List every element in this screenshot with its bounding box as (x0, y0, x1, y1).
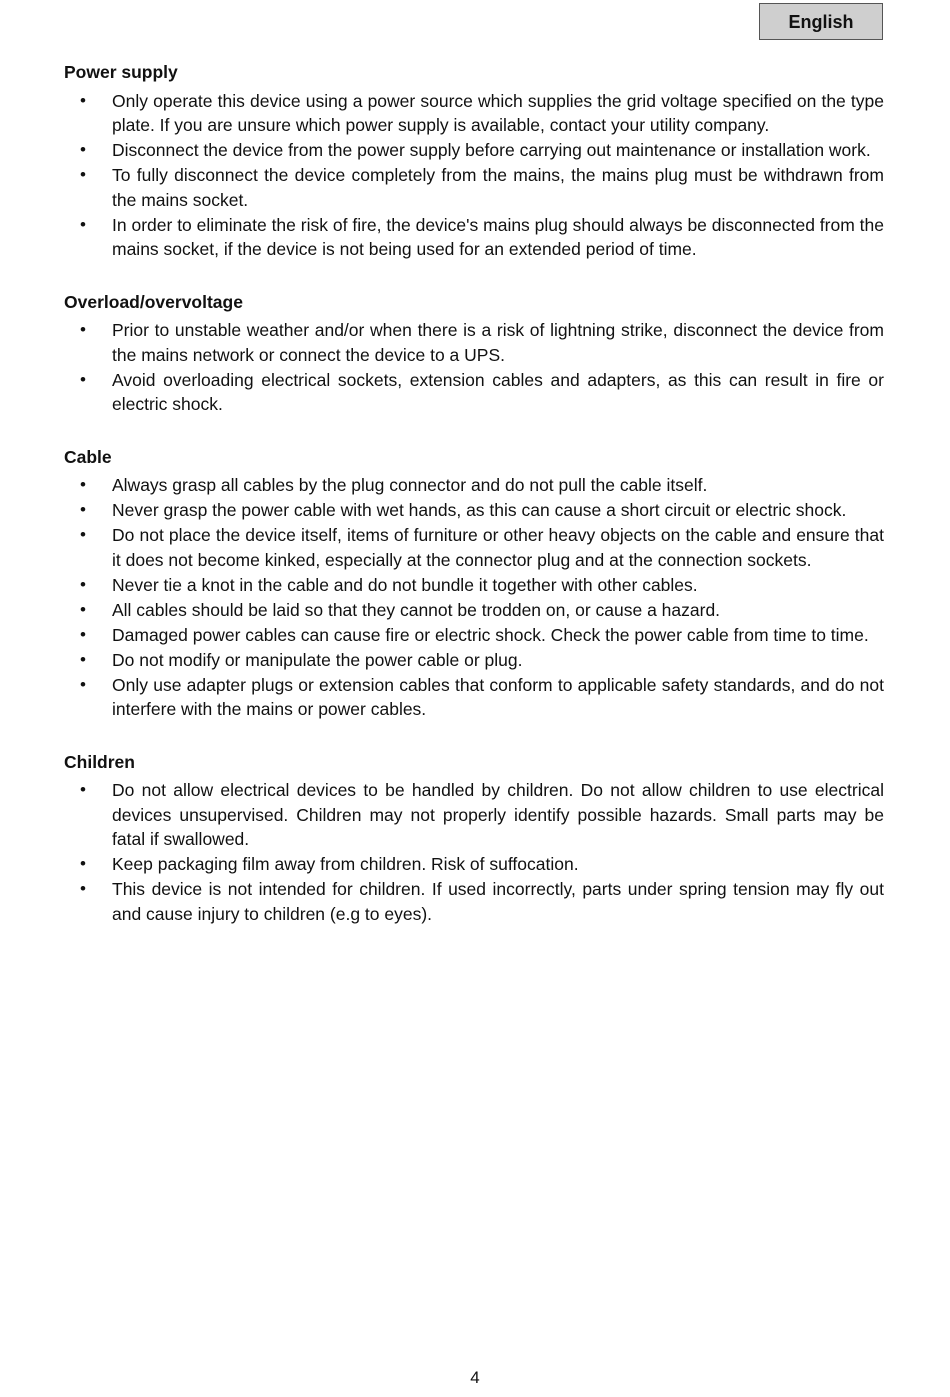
list-item (64, 852, 884, 877)
list-item (64, 213, 884, 262)
list-item-text: This device is not intended for children. If used incorrectly, parts under spring tension may fly out and cause injury to children (e.g to eyes). (112, 879, 884, 924)
bullet-icon: • (80, 90, 86, 110)
list-item-text: To fully disconnect the device completely from the mains, the mains plug must be withdrawn from the mains socket. (112, 165, 884, 210)
language-tab: English (759, 3, 883, 40)
bullet-icon: • (80, 599, 86, 619)
list-item-text: Disconnect the device from the power supply before carrying out maintenance or installation work. (112, 140, 871, 160)
bullet-icon: • (80, 369, 86, 389)
list-item-text: Avoid overloading electrical sockets, extension cables and adapters, as this can result in fire or electric shock. (112, 369, 884, 414)
bullet-icon: • (80, 649, 86, 669)
list-item (64, 598, 884, 623)
bullet-icon: • (80, 674, 86, 694)
bullet-icon: • (80, 854, 86, 873)
list-item-text: All cables should be laid so that they cannot be trodden on, or cause a hazard. (112, 599, 721, 620)
list-item (64, 673, 884, 722)
list-item-text: Do not modify or manipulate the power cable or plug. (112, 649, 523, 670)
list-item (64, 778, 884, 852)
section-overload-overvoltage (64, 290, 884, 417)
list-item (64, 877, 884, 926)
list-item (64, 138, 884, 163)
bullet-icon: • (80, 879, 86, 898)
list-item-text: Only use adapter plugs or extension cables that conform to applicable safety standards, and do not interfere with the mains or power cables. (112, 674, 884, 719)
bullet-list (64, 778, 884, 926)
section-power-supply (64, 60, 884, 262)
section-title: Power supply (64, 62, 178, 82)
list-item-text: Damaged power cables can cause fire or electric shock. Check the power cable from time to time. (112, 624, 869, 645)
bullet-icon: • (80, 140, 86, 159)
list-item (64, 623, 884, 648)
bullet-icon: • (80, 500, 86, 519)
list-item-text: Do not place the device itself, items of furniture or other heavy objects on the cable and ensure that it does not become kinked, especially at the connector plug and at the connection sockets. (112, 525, 884, 570)
list-item-text: Only operate this device using a power source which supplies the grid voltage specified on the type plate. If you are unsure which power supply is available, contact your utility company. (112, 90, 884, 135)
bullet-icon: • (80, 574, 86, 594)
list-item-text: In order to eliminate the risk of fire, the device's mains plug should always be disconnected from the mains socket, if the device is not being used for an extended period of time. (112, 214, 884, 259)
bullet-list (64, 473, 884, 722)
list-item-text: Keep packaging film away from children. Risk of suffocation. (112, 854, 579, 874)
list-item-text: Do not allow electrical devices to be handled by children. Do not allow children to use electrical devices unsupervised. Children may not properly identify possible hazards. Small parts may be fatal if swallowed. (112, 780, 884, 849)
list-item (64, 318, 884, 367)
page-number: 4 (470, 1368, 480, 1387)
document-body (64, 60, 884, 927)
list-item-text: Prior to unstable weather and/or when there is a risk of lightning strike, disconnect the device from the mains network or connect the device to a UPS. (112, 320, 884, 365)
bullet-list (64, 318, 884, 417)
bullet-icon: • (80, 780, 86, 799)
list-item-text: Always grasp all cables by the plug connector and do not pull the cable itself. (112, 475, 708, 495)
bullet-icon: • (80, 165, 86, 184)
list-item (64, 163, 884, 212)
section-title: Cable (64, 446, 112, 467)
bullet-icon: • (80, 320, 86, 339)
section-title: Children (64, 751, 135, 772)
section-title: Overload/overvoltage (64, 291, 243, 312)
list-item (64, 473, 884, 498)
list-item (64, 498, 884, 523)
list-item (64, 648, 884, 673)
list-item-text: Never grasp the power cable with wet hands, as this can cause a short circuit or electric shock. (112, 500, 847, 520)
list-item-text: Never tie a knot in the cable and do not bundle it together with other cables. (112, 574, 698, 595)
bullet-icon: • (80, 214, 86, 234)
section-children (64, 750, 884, 927)
list-item (64, 368, 884, 417)
section-cable (64, 445, 884, 722)
bullet-icon: • (80, 475, 86, 494)
list-item (64, 573, 884, 598)
bullet-list (64, 89, 884, 262)
list-item (64, 89, 884, 138)
bullet-icon: • (80, 525, 86, 544)
list-item (64, 523, 884, 572)
bullet-icon: • (80, 624, 86, 644)
